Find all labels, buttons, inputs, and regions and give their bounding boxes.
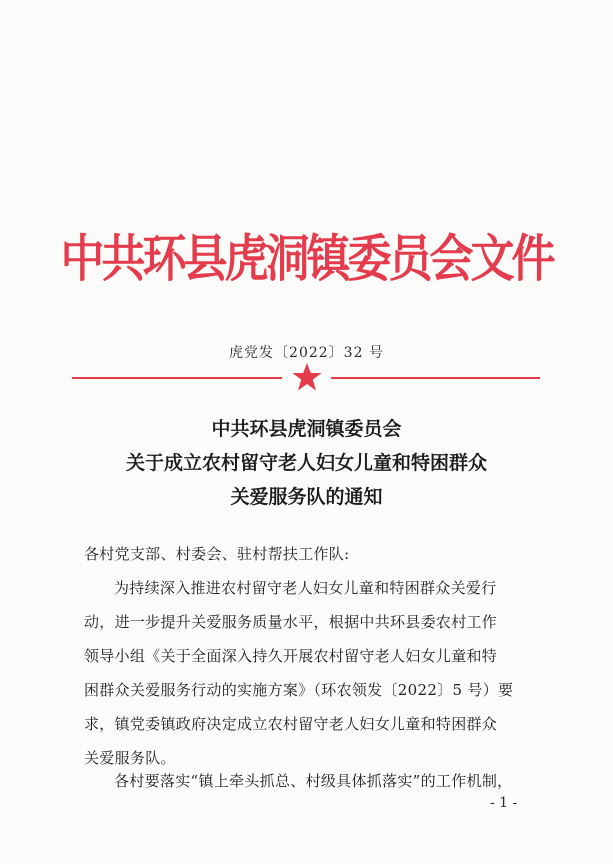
body-line: 为持续深入推进农村留守老人妇女儿童和特困群众关爱行 bbox=[114, 579, 497, 597]
document-header-title: 中共环县虎洞镇委员会文件 bbox=[60, 229, 553, 289]
page-number: - 1 - bbox=[490, 795, 518, 811]
salutation: 各村党支部、村委会、驻村帮扶工作队: bbox=[84, 545, 350, 563]
notice-title-line-2: 关于成立农村留守老人妇女儿童和特困群众 bbox=[125, 452, 487, 474]
notice-title-line-3: 关爱服务队的通知 bbox=[230, 486, 383, 508]
body-line: 各村要落实“镇上牵头抓总、村级具体抓落实”的工作机制， bbox=[114, 772, 513, 790]
body-line: 领导小组《关于全面深入持久开展农村留守老人妇女儿童和特 bbox=[84, 647, 498, 665]
body-line: 动，进一步提升关爱服务质量水平，根据中共环县委农村工作 bbox=[84, 613, 498, 631]
body-line: 关爱服务队。 bbox=[84, 749, 176, 767]
body-line: 困群众关爱服务行动的实施方案》（环农领发〔2022〕5 号）要 bbox=[84, 681, 514, 699]
red-star-icon bbox=[291, 362, 323, 392]
body-line: 求，镇党委镇政府决定成立农村留守老人妇女儿童和特困群众 bbox=[84, 715, 498, 733]
notice-title-line-1: 中共环县虎洞镇委员会 bbox=[211, 418, 402, 440]
red-rule-left bbox=[72, 377, 282, 379]
document-number: 虎党发〔2022〕32 号 bbox=[229, 345, 384, 361]
red-rule-right bbox=[331, 377, 540, 379]
